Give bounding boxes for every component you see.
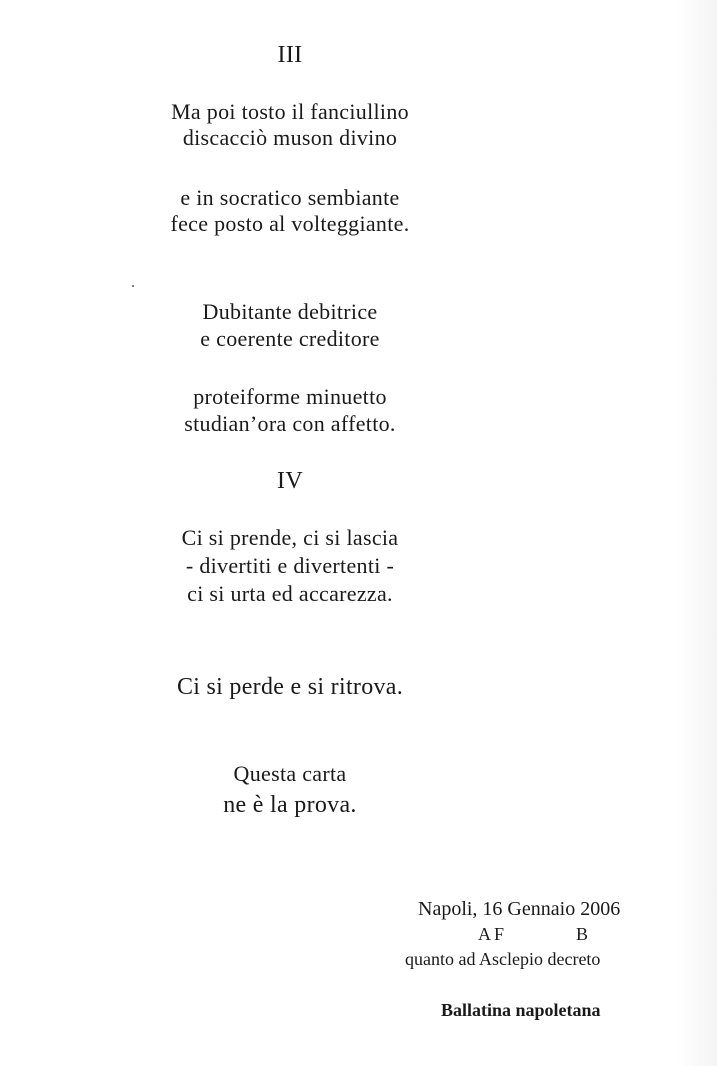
scan-speck (132, 285, 134, 287)
stanza-4-line-2: - divertiti e divertenti - (185, 553, 395, 578)
stanza-3-line-8: studian’ora con affetto. (184, 411, 396, 436)
stanza-3-line-3: e in socratico sembiante (180, 185, 400, 210)
stanza-3-line-2: discacciò muson divino (182, 125, 398, 150)
scan-edge-shading (677, 0, 717, 1066)
stanza-4-line-4: Ci si perde e si ritrova. (176, 674, 404, 700)
stanza-3-line-4: fece posto al volteggiante. (170, 211, 410, 236)
stanza-3-line-1: Ma poi tosto il fanciullino (171, 99, 409, 124)
dedication-note: quanto ad Asclepio decreto (405, 949, 601, 969)
initials-left: AF (478, 924, 508, 944)
stanza-3-numeral: III (277, 42, 303, 68)
stanza-3-line-6: e coerente creditore (200, 326, 380, 351)
stanza-3-line-5: Dubitante debitrice (202, 299, 378, 324)
stanza-4-line-6: ne è la prova. (223, 792, 357, 818)
stanza-4-line-3: ci si urta ed accarezza. (187, 581, 393, 606)
place-date: Napoli, 16 Gennaio 2006 (418, 898, 621, 920)
stanza-4-line-5: Questa carta (233, 761, 347, 786)
poem-title: Ballatina napoletana (441, 1000, 601, 1020)
stanza-4-line-1: Ci si prende, ci si lascia (181, 525, 399, 550)
stanza-4-numeral: IV (277, 468, 303, 494)
stanza-3-line-7: proteiforme minuetto (193, 384, 387, 409)
initials-right: B (576, 924, 589, 944)
